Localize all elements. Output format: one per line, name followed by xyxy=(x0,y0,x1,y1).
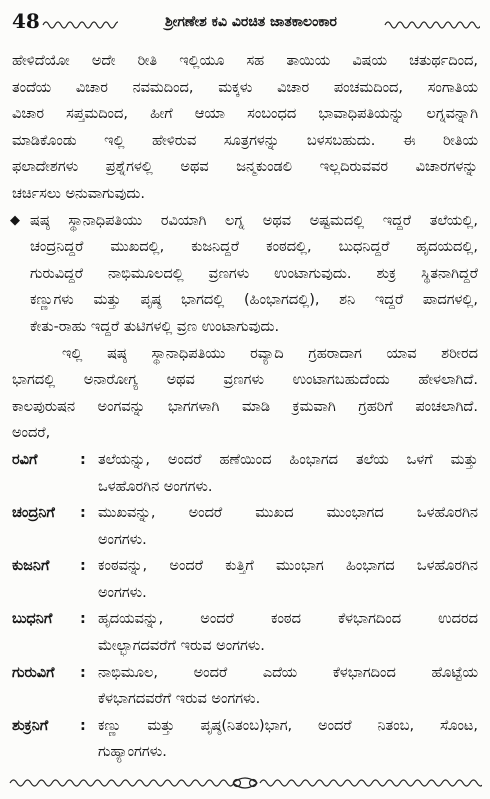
text-line: ಹೃದಯವನ್ನು, ಅಂದರೆ ಕಂಠದ ಕೆಳಭಾಗದಿಂದ ಉದರದ xyxy=(98,611,478,628)
definition-list xyxy=(12,447,478,766)
text-line: ತಲೆಯನ್ನು, ಅಂದರೆ ಹಣೆಯಿಂದ ಹಿಂಭಾಗದ ತಲೆಯ ಒಳಗೆ ಮತ್ತು xyxy=(98,451,478,468)
text-line: ಕಾಲಪುರುಷನ ಅಂಗವನ್ನು ಭಾಗಗಳಾಗಿ ಮಾಡಿ ಕ್ರಮವಾಗಿ ಗ್ರಹರಿಗೆ ಪಂಚಲಾಗಿದೆ. xyxy=(12,398,478,415)
definition-colon: : xyxy=(80,664,86,681)
definition-colon: : xyxy=(80,717,86,734)
definition-text xyxy=(98,553,478,606)
flourish-wave xyxy=(260,780,482,786)
text-line: ಫಲಾದೇಶಗಳು ಪ್ರಶ್ನೆಗಳಲ್ಲಿ ಅಥವ ಜನ್ಮಕುಂಡಲಿ ಇಲ್ಲದಿರುವವರ ವಿಚಾರಗಳನ್ನು xyxy=(12,159,478,176)
text-line: ಗುಹ್ಯಾಂಗಗಳು. xyxy=(98,744,167,761)
text-line: ಕಣ್ಣುಗಳು ಮತ್ತು ಪೃಷ್ಠ ಭಾಗದಲ್ಲಿ (ಹಿಂಭಾಗದಲ್ಲಿ), ಶನಿ ಇದ್ದರೆ ಪಾದಗಳಲ್ಲಿ, xyxy=(30,292,478,309)
header-right-flourish-icon xyxy=(384,18,480,32)
text-line: ಅಂಗಗಳು. xyxy=(98,531,147,548)
definition-text xyxy=(98,660,478,713)
diamond-bullet-icon: ◆ xyxy=(10,212,20,228)
explanation-paragraph xyxy=(12,341,478,447)
text-line: ಕೆಳಭಾಗದವರೆಗೆ ಇರುವ ಅಂಗಗಳು. xyxy=(98,691,261,708)
flourish-wave xyxy=(10,780,234,786)
definition-text xyxy=(98,447,478,500)
definition-row-ravi xyxy=(12,447,478,500)
definition-row-chandra xyxy=(12,500,478,553)
bullet-paragraph xyxy=(12,208,478,341)
text-line: ಕಣ್ಣು ಮತ್ತು ಪೃಷ್ಠ(ನಿತಂಬ)ಭಾಗ, ಅಂದರೆ ನಿತಂಬ, ಸೊಂಟ, xyxy=(98,717,478,734)
text-line: ಕೇತು-ರಾಹು ಇದ್ದರೆ ತುಟಿಗಳಲ್ಲಿ ವ್ರಣ ಉಂಟಾಗುವುದು. xyxy=(30,318,280,335)
footer-flourish-icon xyxy=(8,774,482,792)
text-line: ಭಾಗದಲ್ಲಿ ಅನಾರೋಗ್ಯ ಅಥವ ವ್ರಣಗಳು ಉಂಟಾಗಬಹುದೆಂದು ಹೇಳಲಾಗಿದೆ. xyxy=(12,372,478,389)
text-line: ತಂದೆಯ ವಿಚಾರ ನವಮದಿಂದ, ಮಕ್ಕಳು ವಿಚಾರ ಪಂಚಮದಿಂದ, ಸಂಗಾತಿಯ xyxy=(12,79,478,96)
text-line: ಹೇಳಿದೆಯೋ ಅದೇ ರೀತಿ ಇಲ್ಲಿಯೂ ಸಹ ತಾಯಿಯ ವಿಷಯ ಚತುರ್ಥದಿಂದ, xyxy=(12,53,478,69)
definition-colon: : xyxy=(80,505,86,522)
definition-colon: : xyxy=(80,611,86,628)
text-line: ಒಳಹೊರಗಿನ ಅಂಗಗಳು. xyxy=(98,478,213,495)
definition-term: ರವಿಗೆ xyxy=(12,451,38,468)
text-line: ವಿಚಾರ ಸಪ್ತಮದಿಂದ, ಹೀಗೆ ಆಯಾ ಸಂಬಂಧದ ಭಾವಾಧಿಪತಿಯನ್ನು ಲಗ್ನವನ್ನಾಗಿ xyxy=(12,106,478,123)
body-text xyxy=(12,48,478,766)
text-line: ಮುಖವನ್ನು, ಅಂದರೆ ಮುಖದ ಮುಂಭಾಗದ ಒಳಹೊರಗಿನ xyxy=(98,505,478,522)
definition-term: ಗುರುವಿಗೆ xyxy=(12,664,55,681)
definition-term: ಕುಜನಿಗೆ xyxy=(12,558,50,575)
page-header xyxy=(0,6,490,38)
text-line: ಅಂದರೆ, xyxy=(12,425,51,442)
text-line: ನಾಭಿಮೂಲ, ಅಂದರೆ ಎದೆಯ ಕೆಳಭಾಗದಿಂದ ಹೊಟ್ಟೆಯ xyxy=(98,664,478,681)
definition-row-shukra xyxy=(12,713,478,766)
definition-term: ಚಂದ್ರನಿಗೆ xyxy=(12,505,55,522)
text-line: ಕಂಠವನ್ನು, ಅಂದರೆ ಕುತ್ತಿಗೆ ಮುಂಭಾಗ ಹಿಂಭಾಗದ ಒಳಹೊರಗಿನ xyxy=(98,558,478,575)
running-title: ಶ್ರೀಗಣೇಶ ಕವಿ ವಿರಚಿತ ಜಾತಕಾಲಂಕಾರ xyxy=(165,14,337,30)
definition-row-budha xyxy=(12,606,478,659)
header-left-flourish-icon xyxy=(42,18,118,32)
definition-row-kuja xyxy=(12,553,478,606)
text-line: ಮಾಡಿಕೊಂಡು ಇಲ್ಲಿ ಹೇಳಿರುವ ಸೂತ್ರಗಳನ್ನು ಬಳಸಬಹುದು. ಈ ರೀತಿಯ xyxy=(12,132,478,149)
definition-term: ಬುಧನಿಗೆ xyxy=(12,611,53,628)
text-line: ಷಷ್ಠ ಸ್ಥಾನಾಧಿಪತಿಯು ರವಿಯಾಗಿ ಲಗ್ನ ಅಥವ ಅಷ್ಟಮದಲ್ಲಿ ಇದ್ದರೆ ತಲೆಯಲ್ಲಿ, xyxy=(30,212,478,229)
definition-row-guru xyxy=(12,660,478,713)
flourish-wave xyxy=(43,22,118,28)
text-line: ಅಂಗಗಳು. xyxy=(98,584,147,601)
page-number: 48 xyxy=(12,9,40,33)
definition-colon: : xyxy=(80,451,86,468)
text-line: ಗುರುವಿದ್ದರೆ ನಾಭಿಮೂಲದಲ್ಲಿ ವ್ರಣಗಳು ಉಂಟಾಗುವುದು. ಶುಕ್ರ ಸ್ಥಿತನಾಗಿದ್ದರೆ xyxy=(30,265,478,282)
definition-text xyxy=(98,606,478,659)
definition-text xyxy=(98,500,478,553)
definition-term: ಶುಕ್ರನಿಗೆ xyxy=(12,717,49,734)
text-line: ಇಲ್ಲಿ ಷಷ್ಠ ಸ್ಥಾನಾಧಿಪತಿಯು ರವ್ಯಾದಿ ಗ್ರಹರಾದಾಗ ಯಾವ ಶರೀರದ xyxy=(62,345,478,362)
flourish-wave xyxy=(385,22,480,28)
definition-text xyxy=(98,713,478,766)
definition-colon: : xyxy=(80,558,86,575)
intro-paragraph xyxy=(12,48,478,208)
text-line: ಮೇಲ್ಭಾಗದವರೆಗೆ ಇರುವ ಅಂಗಗಳು. xyxy=(98,638,265,655)
text-line: ಚಂದ್ರನಿದ್ದರೆ ಮುಖದಲ್ಲಿ, ಕುಜನಿದ್ದರೆ ಕಂಠದಲ್ಲಿ, ಬುಧನಿದ್ದರೆ ಹೃದಯದಲ್ಲಿ, xyxy=(30,239,478,256)
text-line: ಚರ್ಚಿಸಲು ಅನುವಾಗುವುದು. xyxy=(12,185,145,202)
